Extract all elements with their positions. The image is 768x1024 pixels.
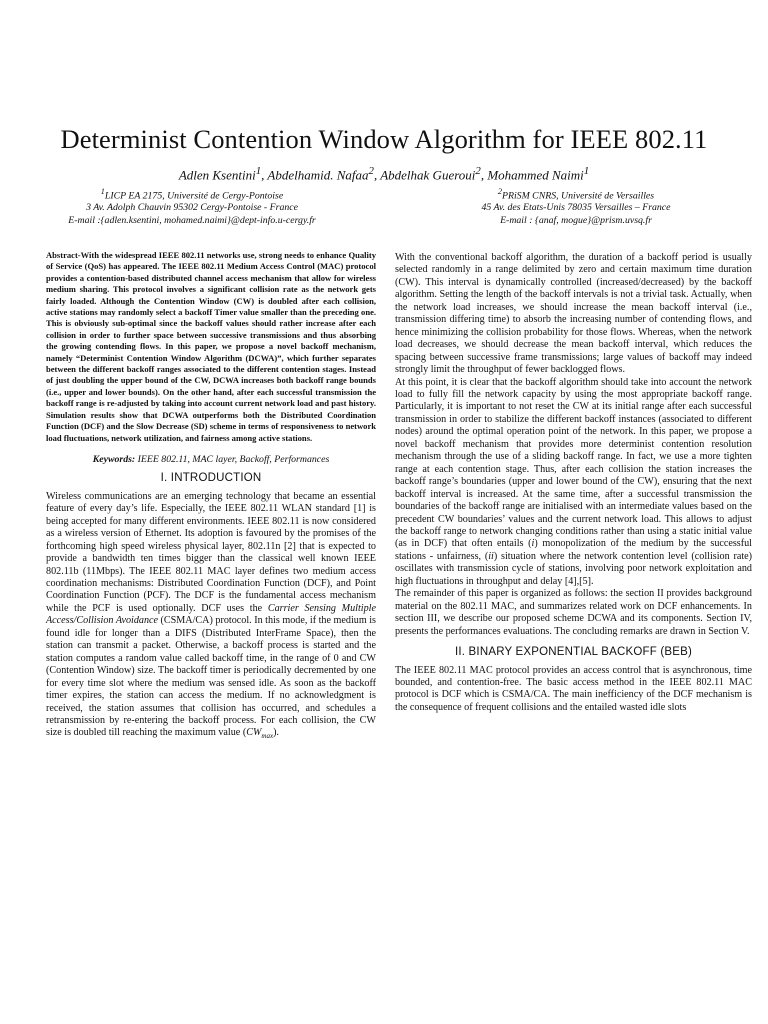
keywords-line: [46, 454, 376, 466]
section-heading-introduction: I. INTRODUCTION: [160, 472, 262, 485]
body-paragraph: [395, 377, 752, 589]
body-paragraph: The remainder of this paper is organized as follows: the section II provides background material on the 802.11 MAC, and summarizes related work on DCF enhancements. In section III, we describe our proposed scheme DCWA and its components. Section IV, presents the performances evaluations. The concluding remarks are drawn in Section V.: [395, 588, 752, 637]
cw-subscript: max: [261, 732, 274, 741]
affil-address: 3 Av. Adolph Chauvin 95302 Cergy-Pontoise - France: [86, 202, 298, 214]
author-name: Abdelhak Gueroui: [380, 167, 476, 183]
section-heading-beb: II. BINARY EXPONENTIAL BACKOFF (BEB): [454, 646, 693, 659]
body-text: ) situation where the network contention level (collision rate) oscillates with transmission cycle of stations, involving poor network exploitation and high fluctuations in throughput and delay [4],[5].: [395, 550, 753, 587]
author-name: Mohammed Naimi: [487, 167, 584, 183]
roman-numeral: ii: [488, 550, 494, 562]
body-paragraph: The IEEE 802.11 MAC protocol provides an access control that is asynchronous, time bounded, and contention-free. The basic access method in the IEEE 802.11 MAC protocol is DCF which is CSMA/CA. The main inefficiency of the DCF mechanism is the consequence of frequent collisions and the entailed wasted idle slots: [395, 664, 752, 713]
right-column: [395, 252, 752, 714]
paper-title: Determinist Contention Window Algorithm for IEEE 802.11: [60, 124, 708, 154]
cw-symbol: CW: [246, 727, 262, 739]
abstract: Abstract-With the widespread IEEE 802.11 networks use, strong needs to enhance Quality of Service (QoS) has appeared. The IEEE 802.11 Medium Access Control (MAC) protocol provides a contention-based distributed channel access mechanism that allow for wireless medium sharing. This protocol involves a significant collision rate as the network gets fairly loaded. Although the Contention Window (CW) is doubled after each collision, active stations may randomly select a backoff Timer value smaller than the preceding one. This is obviously sub-optimal since the backoff values should rather increase after each collision in order to further space between successive transmissions and thus absorbing the growing contending flows. In this paper, we propose a novel backoff mechanism, namely “Determinist Contention Window Algorithm (DCWA)”, which further separates between the different backoff ranges associated to the different contention stages. Instead of just doubling the upper bound of the CW, DCWA increases both backoff range bounds (i.e., upper and lower bounds). On the other hand, after each successful transmission the backoff range is re-adjusted by taking into account current network load and past history. Simulation results show that DCWA outperforms both the Distributed Coordination Function (DCF) and the Slow Decrease (SD) scheme in terms of responsiveness to network load fluctuations, network utilization, and fairness among active stations.: [46, 250, 376, 443]
author-affil-mark: 1: [255, 165, 262, 177]
affil-institution: PRiSM CNRS, Université de Versailles: [501, 190, 655, 202]
body-paragraph: With the conventional backoff algorithm, the duration of a backoff period is usually selected randomly in a range delimited by zero and certain maximum time duration (CW). This interval is dynamically controlled (increased/decreased) by the backoff algorithm. Setting the length of the backoff intervals is not a trivial task. Actually, when the network load increases, we should increase the mean backoff interval (i.e., transmission differing time) to absorb the increasing number of contending flows, and hence minimizing the collision probability for those flows. Whereas, when the network load decreases, we should decrease the mean backoff interval, which reduces the spacing between successive frame transmissions; large values of backoff may indeed strongly limit the throughput of fewer backlogged flows.: [395, 252, 752, 376]
author-affil-mark: 1: [583, 165, 590, 177]
affil-mark: 2: [497, 187, 502, 196]
affil-mark: 1: [100, 187, 105, 196]
author-name: Abdelhamid. Nafaa: [267, 167, 369, 183]
affil-email: E-mail :{adlen.ksentini, mohamed.naimi}@dept-info.u-cergy.fr: [68, 214, 316, 226]
intro-emphasis: Carrier Sensing Multiple Access/Collision Avoidance: [46, 602, 376, 627]
author-list: Adlen Ksentini$^1$, Abdelhamid. Nafaa$^2$, Abdelhak Gueroui$^2$, Mohammed Naimi$^1$: [178, 165, 590, 183]
intro-text: Wireless communications are an emerging technology that became an essential feature of every day’s life. Especially, the IEEE 802.11 WLAN standard [1] is being accepted for many different environments. IEEE 802.11 is now considered as a wireless version of Ethernet. Its adoption is favoured by the promises of the forthcoming high speed wireless physical layer, 802.11n [2] that is expected to provide a bandwidth ten times bigger than the classical well known IEEE 802.11b (11Mbps). The IEEE 802.11 MAC layer defines two medium access coordination mechanisms: Distributed Coordination Function (DCF), and Point Coordination Function (PCF). The DCF is the fundamental access mechanism while the PCF is used optionally. DCF uses the: [46, 490, 376, 614]
affil-address: 45 Av. des Etats-Unis 78035 Versailles – France: [481, 202, 671, 214]
left-column: [46, 250, 376, 743]
author-name: Adlen Ksentini: [178, 167, 256, 183]
intro-text-continued: (CSMA/CA) protocol. In this mode, if the medium is found idle for longer than a DIFS (Distributed InterFrame Space), then the station can transmit a packet. Otherwise, a backoff process is started and the station computes a random value called backoff time, in the range of 0 and CW (Contention Window) size. The backoff timer is periodically decremented by one for every time slot where the medium was sensed idle. As soon as the backoff timer expires, the station can access the medium. If no acknowledgment is received, the station assumes that collision has occurred, and schedules a retransmission by re-entering the backoff process. For each collision, the CW size is doubled till reaching the maximum value (: [46, 615, 376, 739]
cw-max-symbol: [246, 727, 274, 741]
intro-paragraph: [46, 491, 376, 743]
keywords-list: IEEE 802.11, MAC layer, Backoff, Performances: [137, 453, 330, 465]
affiliation-right: [384, 186, 768, 227]
author-affil-mark: 2: [368, 165, 374, 177]
keywords-label: Keywords:: [92, 453, 136, 465]
body-text: ) monopolization of the medium by the successful stations - unfairness, (: [395, 538, 752, 562]
author-affil-mark: 2: [475, 165, 481, 177]
affil-institution: LICP EA 2175, Université de Cergy-Pontoise: [104, 190, 284, 202]
affil-email: E-mail : {anaf, mogue}@prism.uvsq.fr: [500, 214, 652, 226]
intro-text-end: ).: [273, 727, 279, 739]
roman-numeral: i: [531, 538, 535, 550]
body-text: At this point, it is clear that the backoff algorithm should take into account the network load to fully fill the network capacity by using the most appropriate backoff range. Particularly, it is important to not reset the CW at its initial range after each successful transmission in order to stabilize the different backoff instances (associated to different nodes) around the optimal operation point of the network. In this paper, we propose a novel backoff mechanism that provides more determinist contention resolution mechanism through the use of a sliding backoff range. In fact, we use a more tighten range at each contention stage. Thus, after each collision the station increases the backoff range’s boundaries (upper and lower bound of the CW), ensuring that the next backoff interval is increased. At the same time, after a successful transmission the boundaries of the backoff range are initialised with an intermediate values based on the precedent CW boundaries’ values and the current network load. This allows to adjust the backoff range to network changing conditions rather than using a static initial value (as in DCF) that often entails (: [395, 376, 752, 550]
affiliation-left: [0, 186, 384, 227]
